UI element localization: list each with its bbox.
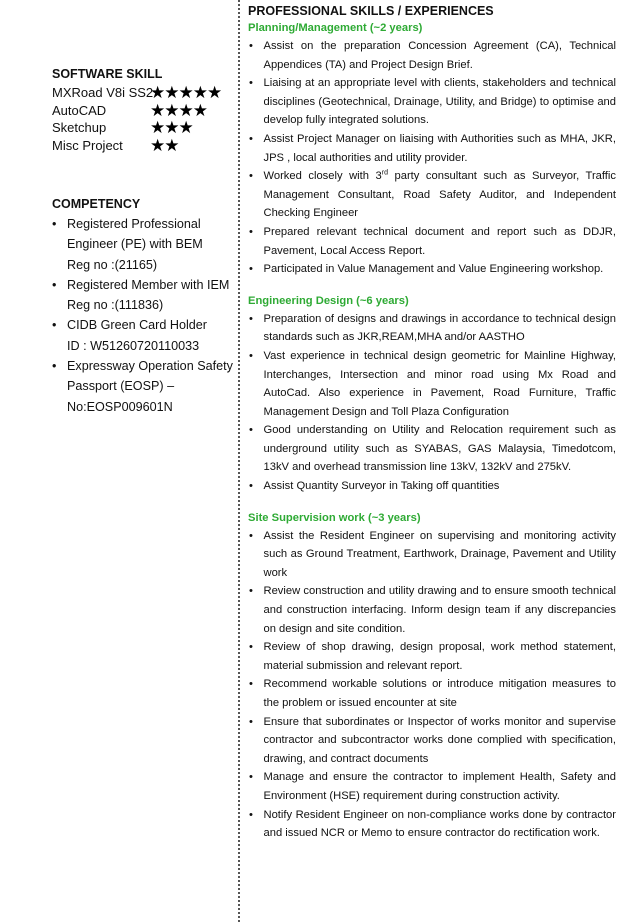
star-rating-icon: ★★★★★ — [150, 83, 222, 103]
competency-line: ID : W51260720110033 — [67, 338, 200, 353]
list-item — [52, 356, 242, 417]
experience-section — [248, 293, 616, 496]
list-item: • Worked closely with 3rd party consultant such as Surveyor, Traffic Management Consultant, Road Safety Auditor, and Independent Checking Engineer — [248, 167, 616, 223]
list-item: • Participated in Value Management and Value Engineering workshop. — [248, 260, 616, 279]
skill-name: Misc Project — [52, 137, 123, 153]
list-item: • Assist the Resident Engineer on supervising and monitoring activity such as Ground Treatment, Earthwork, Drainage, Pavement and Utility work — [248, 527, 616, 583]
competency-section — [52, 197, 242, 417]
list-item: • Vast experience in technical design geometric for Mainline Highway, Interchanges, Intersection and minor road using Mx Road and AutoCad. Also experience in Pavement, Road Furniture, Traffic Management Design and Toll Plaza Configuration — [248, 347, 616, 421]
list-item: • Ensure that subordinates or Inspector of works monitor and supervise contractor and subcontractor works done complied with specification, drawing, and contract documents — [248, 713, 616, 769]
skill-name: AutoCAD — [52, 102, 107, 118]
skill-row — [52, 137, 242, 155]
section-heading: Engineering Design (~6 years) — [248, 294, 409, 307]
competency-list — [52, 214, 242, 417]
list-item: • Good understanding on Utility and Relocation requirement such as underground utility such as SYABAS, GAS Malaysia, Timedotcom, 13kV and overhead transmission line 13kV, 132kV and 275kV. — [248, 421, 616, 477]
experience-section — [248, 510, 616, 843]
list-item: • Assist Project Manager on liaising with Authorities such as MHA, JKR, JPS , local authorities and utility provider. — [248, 130, 616, 167]
software-skill-title: SOFTWARE SKILL — [52, 67, 163, 81]
skill-row — [52, 119, 242, 137]
section-heading: Site Supervision work (~3 years) — [248, 511, 421, 524]
experience-section — [248, 20, 616, 279]
list-item: • Notify Resident Engineer on non-compliance works done by contractor and issued NCR or Memo to ensure contractor do rectification work. — [248, 806, 616, 843]
competency-line: • Registered Professional — [67, 217, 201, 231]
skill-name: MXRoad V8i SS2 — [52, 85, 154, 101]
list-item: • Review construction and utility drawing and to ensure smooth technical and construction interfacing. Inform design team if any discrepancies on design and site condition. — [248, 582, 616, 638]
list-item — [52, 315, 242, 356]
skill-name: Sketchup — [52, 120, 107, 136]
right-column — [248, 4, 616, 843]
star-rating-icon: ★★ — [150, 135, 179, 155]
list-item: • Assist Quantity Surveyor in Taking off quantities — [248, 477, 616, 496]
list-item — [52, 214, 242, 275]
experience-title: PROFESSIONAL SKILLS / EXPERIENCES — [248, 4, 494, 18]
competency-line: • Registered Member with IEM — [67, 277, 230, 292]
list-item: • Manage and ensure the contractor to implement Health, Safety and Environment (HSE) requirement during construction activity. — [248, 768, 616, 805]
competency-line: Engineer (PE) with BEM — [67, 237, 203, 252]
competency-line: Passport (EOSP) – — [67, 379, 175, 394]
skill-row — [52, 84, 242, 102]
competency-line: Reg no :(21165) — [67, 257, 158, 272]
competency-line: • Expressway Operation Safety — [67, 359, 233, 374]
list-item: • Review of shop drawing, design proposal, work method statement, material submission and relevant report. — [248, 638, 616, 675]
list-item: • Prepared relevant technical document and report such as DDJR, Pavement, Local Access Report. — [248, 223, 616, 260]
competency-title: COMPETENCY — [52, 197, 141, 211]
competency-line: Reg no :(111836) — [67, 298, 164, 313]
software-skill-section — [52, 67, 242, 154]
experience-list — [248, 310, 616, 496]
section-heading: Planning/Management (~2 years) — [248, 22, 423, 34]
star-rating-icon: ★★★★ — [150, 100, 207, 120]
list-item: • Liaising at an appropriate level with clients, stakeholders and technical disciplines (Geotechnical, Drainage, Utility, and Bridge) to optimise and develop fully integrated solutions. — [248, 74, 616, 130]
list-item — [52, 275, 242, 316]
list-item: • Assist on the preparation Concession Agreement (CA), Technical Appendices (TA) and Project Design Brief. — [248, 37, 616, 74]
skill-row — [52, 102, 242, 120]
competency-line: • CIDB Green Card Holder — [67, 318, 207, 333]
list-item: • Preparation of designs and drawings in accordance to technical design standards such as JKR,REAM,MHA and/or AASTHO — [248, 310, 616, 347]
star-rating-icon: ★★★ — [150, 118, 193, 138]
experience-list — [248, 527, 616, 843]
experience-list — [248, 37, 616, 279]
competency-line: No:EOSP009601N — [67, 399, 173, 414]
list-item: • Recommend workable solutions or introduce mitigation measures to the problem or issued encounter at site — [248, 675, 616, 712]
